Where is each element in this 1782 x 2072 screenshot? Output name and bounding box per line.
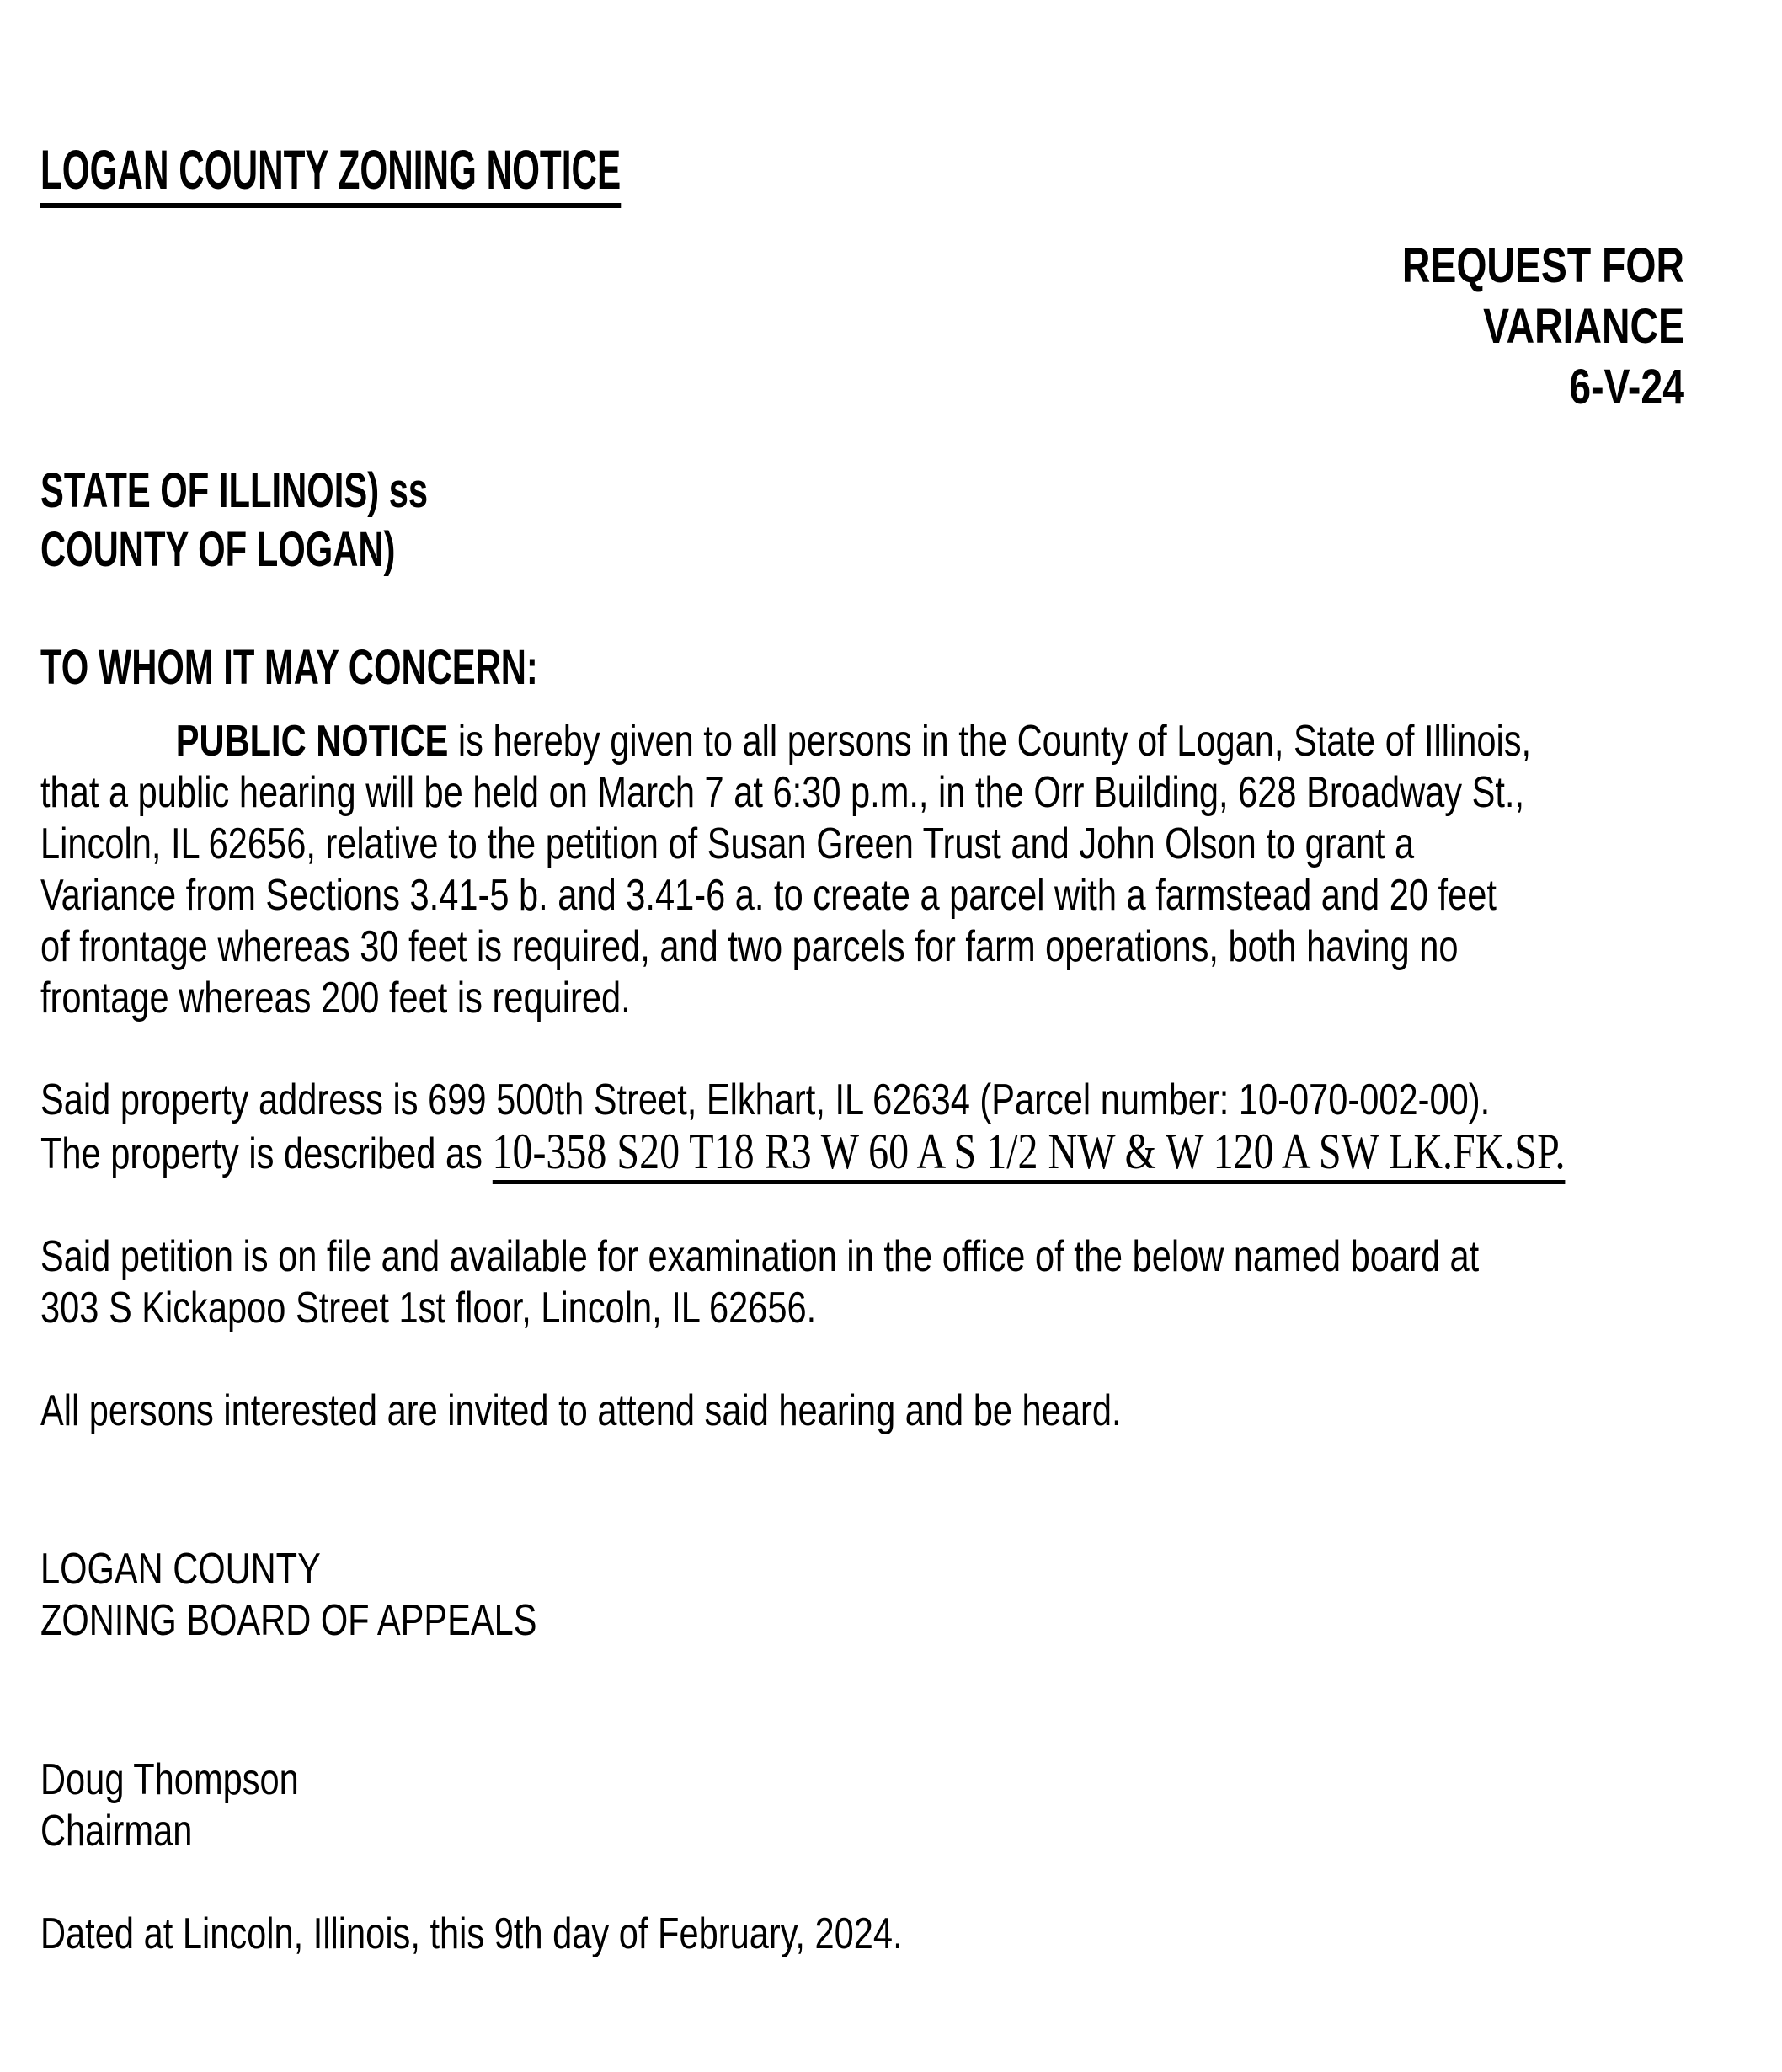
page-title: LOGAN COUNTY ZONING NOTICE — [40, 136, 621, 208]
dated-block — [40, 1909, 1684, 1960]
signatory-name: Doug Thompson — [40, 1755, 299, 1804]
public-notice-paragraph — [40, 716, 1684, 1024]
notice-line-1-rest: is hereby given to all persons in the County of Logan, State of Illinois, — [448, 717, 1532, 766]
board-name-line-1: LOGAN COUNTY — [40, 1545, 321, 1594]
public-notice-lead: PUBLIC NOTICE — [175, 717, 449, 766]
property-address-line: Said property address is 699 500th Street, Elkhart, IL 62634 (Parcel number: 10-070-002-00). — [40, 1076, 1491, 1124]
legal-description: 10-358 S20 T18 R3 W 60 A S 1/2 NW & W 120 A SW LK.FK.SP. — [492, 1124, 1565, 1184]
board-name-line-2: ZONING BOARD OF APPEALS — [40, 1596, 537, 1645]
property-description-prefix: The property is described as — [40, 1129, 493, 1178]
jurisdiction-block — [40, 462, 1684, 579]
petition-line-1: Said petition is on file and available for examination in the office of the below named board at — [40, 1232, 1480, 1281]
notice-line-4: Variance from Sections 3.41-5 b. and 3.41-6 a. to create a parcel with a farmstead and 20 feet — [40, 871, 1497, 920]
notice-line-3: Lincoln, IL 62656, relative to the petition of Susan Green Trust and John Olson to grant a — [40, 820, 1415, 868]
property-paragraph — [40, 1075, 1684, 1180]
notice-line-2: that a public hearing will be held on March 7 at 6:30 p.m., in the Orr Building, 628 Broadway St., — [40, 768, 1525, 817]
notice-line-1 — [40, 716, 1532, 767]
board-block — [40, 1544, 1684, 1647]
invitation-line: All persons interested are invited to attend said hearing and be heard. — [40, 1386, 1122, 1435]
signatory-block — [40, 1754, 1684, 1857]
case-number: 6-V-24 — [1569, 360, 1684, 414]
petition-line-2: 303 S Kickapoo Street 1st floor, Lincoln, IL 62656. — [40, 1284, 817, 1332]
salutation-block — [40, 638, 1684, 697]
salutation: TO WHOM IT MAY CONCERN: — [40, 640, 538, 695]
signatory-title: Chairman — [40, 1807, 193, 1856]
county-line: COUNTY OF LOGAN) — [40, 522, 396, 577]
dated-line: Dated at Lincoln, Illinois, this 9th day of February, 2024. — [40, 1909, 903, 1958]
case-header — [40, 236, 1684, 418]
notice-line-6: frontage whereas 200 feet is required. — [40, 974, 631, 1023]
case-header-line-request: REQUEST FOR — [1401, 238, 1684, 293]
document-title-row — [40, 136, 1684, 208]
state-line: STATE OF ILLINOIS) ss — [40, 463, 429, 518]
petition-paragraph — [40, 1231, 1684, 1334]
property-description-line — [40, 1124, 1566, 1180]
case-header-line-variance: VARIANCE — [1483, 299, 1684, 354]
notice-line-5: of frontage whereas 30 feet is required, and two parcels for farm operations, both having no — [40, 922, 1459, 971]
invitation-paragraph — [40, 1386, 1684, 1437]
